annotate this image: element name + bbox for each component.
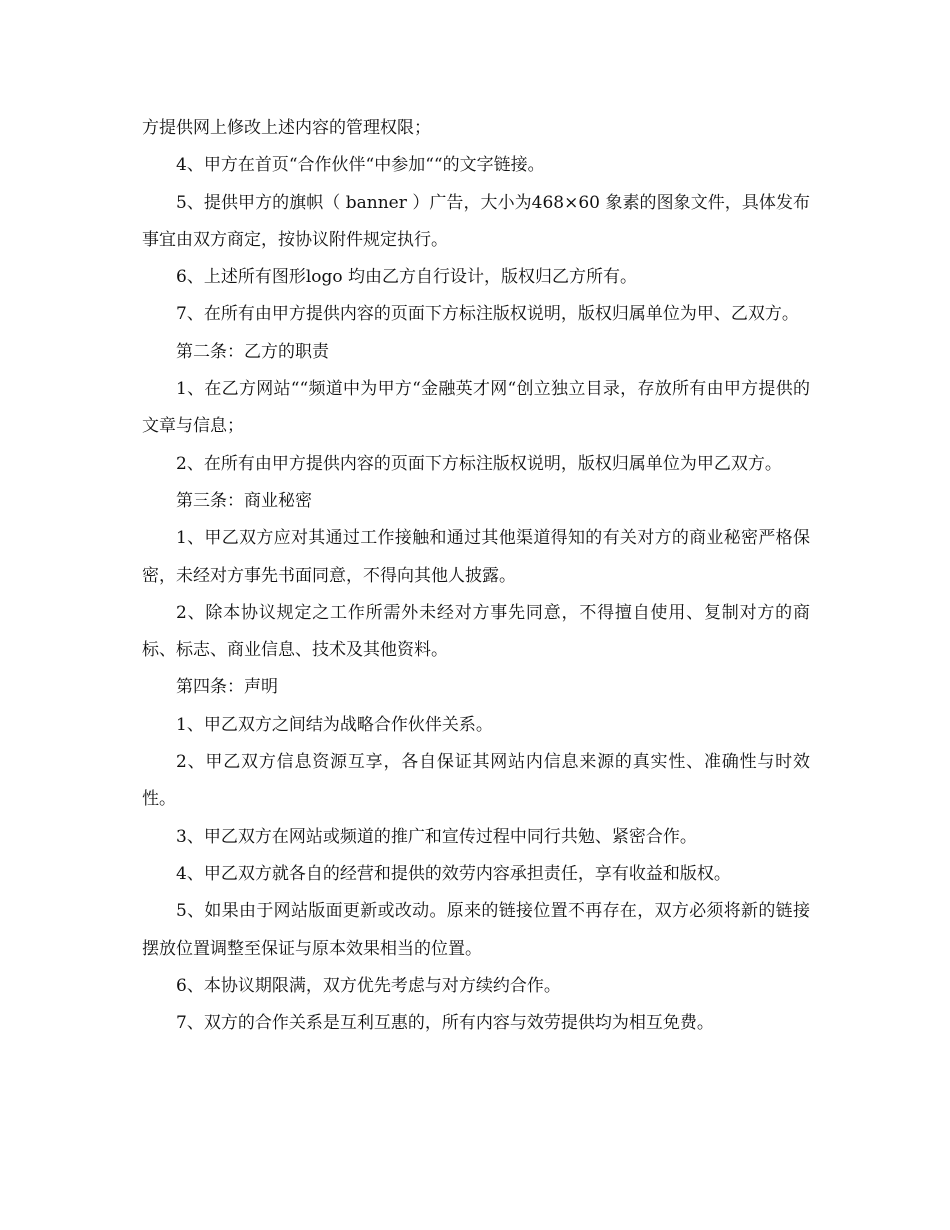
paragraph-clause-1-6: 6、上述所有图形logo 均由乙方自行设计，版权归乙方所有。 <box>176 267 638 288</box>
paragraph-clause-1-5: 5、提供甲方的旗帜（ banner ）广告，大小为468×60 象素的图象文件，具体发布事宜由双方商定，按协议附件规定执行。 <box>142 192 810 250</box>
section-heading-article-3: 第三条：商业秘密 <box>176 490 312 511</box>
paragraph-clause-4-3: 3、甲乙双方在网站或频道的推广和宣传过程中同行共勉、紧密合作。 <box>176 826 697 847</box>
paragraph-clause-2-1: 1、在乙方网站““频道中为甲方“金融英才网“创立独立目录，存放所有由甲方提供的文章与信息； <box>142 379 810 437</box>
paragraph-clause-3-2: 2、除本协议规定之工作所需外未经对方事先同意，不得擅自使用、复制对方的商标、标志、商业信息、技术及其他资料。 <box>142 602 810 661</box>
paragraph-clause-1-7: 7、在所有由甲方提供内容的页面下方标注版权说明，版权归属单位为甲、乙双方。 <box>176 304 799 325</box>
paragraph-clause-2-2: 2、在所有由甲方提供内容的页面下方标注版权说明，版权归属单位为甲乙双方。 <box>176 453 782 474</box>
paragraph-clause-4-1: 1、甲乙双方之间结为战略合作伙伴关系。 <box>176 714 493 735</box>
paragraph-clause-4-2: 2、甲乙双方信息资源互享，各自保证其网站内信息来源的真实性、准确性与时效性。 <box>142 752 810 810</box>
paragraph-clause-3-1: 1、甲乙双方应对其通过工作接触和通过其他渠道得知的有关对方的商业秘密严格保密，未经对方事先书面同意，不得向其他人披露。 <box>142 528 810 586</box>
paragraph-clause-4-5: 5、如果由于网站版面更新或改动。原来的链接位置不再存在，双方必须将新的链接摆放位置调整至保证与原本效果相当的位置。 <box>142 901 810 959</box>
document-body <box>142 110 810 1042</box>
paragraph-clause-4-7: 7、双方的合作关系是互利互惠的，所有内容与效劳提供均为相互免费。 <box>176 1013 714 1034</box>
paragraph-clause-4-4: 4、甲乙双方就各自的经营和提供的效劳内容承担责任，享有收益和版权。 <box>176 863 731 884</box>
section-heading-article-2: 第二条：乙方的职责 <box>176 341 329 362</box>
paragraph-clause-4-6: 6、本协议期限满，双方优先考虑与对方续约合作。 <box>176 975 561 996</box>
paragraph-clause-1-4: 4、甲方在首页“合作伙伴“中参加““的文字链接。 <box>176 155 545 176</box>
paragraph-continuation: 方提供网上修改上述内容的管理权限； <box>142 118 431 138</box>
section-heading-article-4: 第四条：声明 <box>176 677 278 698</box>
